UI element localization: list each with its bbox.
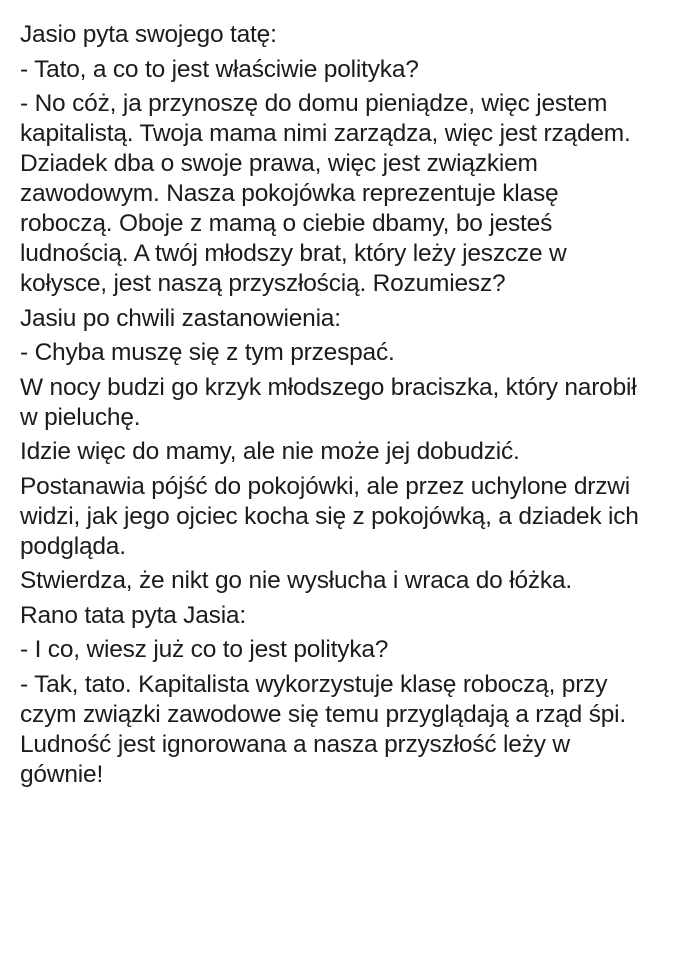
paragraph-morning: Rano tata pyta Jasia: — [20, 601, 246, 629]
paragraph-question-intro: Jasio pyta swojego tatę: — [20, 21, 277, 48]
paragraph-jasio-thinking: Jasiu po chwili zastanowienia: — [20, 304, 341, 332]
paragraph-night: W nocy budzi go krzyk młodszego braciszka, który narobił w pieluchę. — [20, 373, 637, 431]
paragraph-father-explanation: - No cóż, ja przynoszę do domu pieniądze, więc jestem kapitalistą. Twoja mama nimi zarządza, więc jest rządem. Dziadek dba o swoje prawa, więc jest związkiem zawodowym. Nasza pokojówka reprezentuje klasę roboczą. Oboje z mamą o ciebie dbamy, bo jesteś ludnością. A twój młodszy brat, który leży jeszcze w kołysce, jest naszą przyszłością. Rozumiesz? — [20, 90, 631, 297]
paragraph-punchline: - Tak, tato. Kapitalista wykorzystuje klasę roboczą, przy czym związki zawodowe się temu przyglądają a rząd śpi. Ludność jest ignorowana a nasza przyszłość leży w gównie! — [20, 670, 627, 788]
paragraph-father-question: - I co, wiesz już co to jest polityka? — [20, 636, 389, 663]
post-text — [20, 20, 655, 790]
paragraph-question: - Tato, a co to jest właściwie polityka? — [20, 55, 419, 83]
paragraph-mother: Idzie więc do mamy, ale nie może jej dobudzić. — [20, 438, 520, 465]
paragraph-back-to-bed: Stwierdza, że nikt go nie wysłucha i wraca do łóżka. — [20, 567, 572, 594]
paragraph-maid: Postanawia pójść do pokojówki, ale przez uchylone drzwi widzi, jak jego ojciec kocha się z pokojówką, a dziadek ich podgląda. — [20, 472, 639, 560]
paragraph-jasio-reply: - Chyba muszę się z tym przespać. — [20, 339, 395, 366]
